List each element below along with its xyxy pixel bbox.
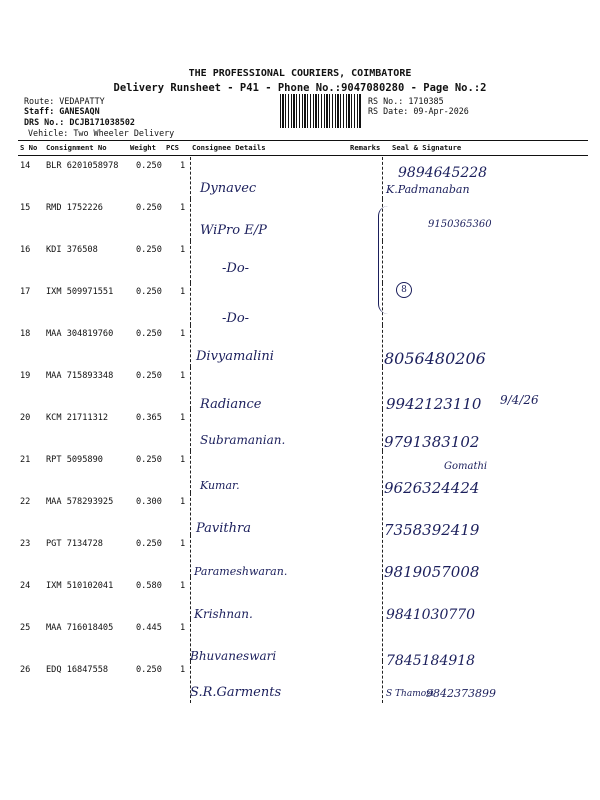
- row-consignee-handwritten: Bhuvaneswari: [190, 649, 277, 663]
- row-consignee-handwritten: S.R.Garments: [190, 685, 282, 700]
- row-consignment-no: IXM 510102041: [46, 581, 114, 591]
- row-pcs: 1: [180, 287, 186, 297]
- row-consignment-no: RMD 1752226: [46, 203, 103, 213]
- col-weight: Weight: [130, 143, 156, 152]
- row-weight: 0.250: [136, 161, 162, 171]
- column-separator: [190, 535, 191, 577]
- barcode-image: [280, 94, 362, 128]
- row-consignment-no: MAA 578293925: [46, 497, 114, 507]
- table-row: [0, 367, 600, 413]
- table-row: [0, 409, 600, 451]
- column-separator: [382, 451, 383, 493]
- table-row: [0, 283, 600, 325]
- table-row: [0, 157, 600, 199]
- column-separator: [190, 367, 191, 409]
- company-title: THE PROFESSIONAL COURIERS, COIMBATORE: [188, 68, 412, 79]
- row-pcs: 1: [180, 203, 186, 213]
- column-separator: [190, 409, 191, 451]
- row-consignee-handwritten: Divyamalini: [196, 349, 274, 364]
- column-separator: [190, 157, 191, 199]
- circled-number-mark: 8: [396, 282, 412, 298]
- row-signature-phone: 9819057008: [384, 563, 480, 581]
- column-separator: [382, 157, 383, 199]
- row-weight: 0.365: [136, 413, 162, 423]
- row-consignment-no: BLR 6201058978: [46, 161, 119, 171]
- row-pcs: 1: [180, 413, 186, 423]
- top-divider: [18, 140, 588, 141]
- column-separator: [190, 325, 191, 367]
- row-consignee-handwritten: WiPro E/P: [200, 223, 267, 238]
- row-pcs: 1: [180, 497, 186, 507]
- row-weight: 0.250: [136, 245, 162, 255]
- column-separator: [382, 493, 383, 535]
- header-divider: [18, 155, 588, 156]
- row-weight: 0.300: [136, 497, 162, 507]
- row-consignee-handwritten: Kumar.: [200, 479, 240, 492]
- column-separator: [382, 661, 383, 703]
- row-consignment-no: MAA 715893348: [46, 371, 114, 381]
- row-sno: 14: [20, 161, 31, 171]
- staff-text: Staff: GANESAQN: [24, 106, 100, 117]
- column-separator: [382, 325, 383, 367]
- column-header-row: [0, 143, 600, 155]
- row-signature-name: Gomathi: [444, 461, 488, 472]
- row-sno: 23: [20, 539, 31, 549]
- column-separator: [190, 199, 191, 241]
- table-row: [0, 535, 600, 581]
- row-sno: 25: [20, 623, 31, 633]
- runsheet-subtitle: Delivery Runsheet - P41 - Phone No.:9047080280 - Page No.:2: [113, 82, 487, 94]
- route-info: [24, 96, 135, 127]
- column-separator: [382, 535, 383, 577]
- row-signature-name: S Thamozi: [386, 689, 434, 699]
- col-remarks: Remarks: [350, 143, 381, 152]
- row-pcs: 1: [180, 581, 186, 591]
- row-sno: 18: [20, 329, 31, 339]
- row-signature-name: K.Padmanaban: [386, 183, 470, 196]
- row-consignee-handwritten: Subramanian.: [200, 433, 286, 447]
- row-sno: 19: [20, 371, 31, 381]
- row-consignee-handwritten: -Do-: [222, 261, 250, 276]
- row-sno: 21: [20, 455, 31, 465]
- row-consignee-handwritten: -Do-: [222, 311, 250, 326]
- vehicle-text: Vehicle: Two Wheeler Delivery: [28, 128, 175, 138]
- rs-date: RS Date: 09-Apr-2026: [368, 106, 469, 117]
- row-consignment-no: IXM 509971551: [46, 287, 114, 297]
- row-consignment-no: KDI 376508: [46, 245, 98, 255]
- row-sno: 24: [20, 581, 31, 591]
- drs-text: DRS No.: DCJB171038502: [24, 116, 135, 127]
- row-weight: 0.250: [136, 203, 162, 213]
- row-consignment-no: MAA 304819760: [46, 329, 114, 339]
- row-consignee-handwritten: Dynavec: [200, 181, 257, 196]
- table-row: [0, 619, 600, 669]
- row-consignee-handwritten: Radiance: [200, 397, 262, 412]
- row-pcs: 1: [180, 371, 186, 381]
- column-separator: [190, 451, 191, 493]
- row-consignment-no: MAA 716018405: [46, 623, 114, 633]
- row-consignment-no: EDQ 16847558: [46, 665, 109, 675]
- row-weight: 0.580: [136, 581, 162, 591]
- col-sno: S No: [20, 143, 38, 152]
- row-sno: 17: [20, 287, 31, 297]
- row-sno: 26: [20, 665, 31, 675]
- row-signature-phone: 9791383102: [384, 433, 480, 451]
- column-separator: [190, 241, 191, 283]
- col-consignment: Consignment No: [46, 143, 107, 152]
- row-sno: 22: [20, 497, 31, 507]
- table-row: [0, 451, 600, 497]
- row-pcs: 1: [180, 329, 186, 339]
- route-text: Route: VEDAPATTY: [24, 96, 105, 106]
- col-seal: Seal & Signature: [392, 143, 462, 152]
- column-separator: [190, 493, 191, 535]
- row-consignment-no: KCM 21711312: [46, 413, 109, 423]
- column-separator: [382, 409, 383, 451]
- row-consignee-handwritten: Krishnan.: [194, 607, 253, 621]
- table-row: [0, 241, 600, 283]
- row-pcs: 1: [180, 665, 186, 675]
- row-weight: 0.250: [136, 455, 162, 465]
- rs-number: RS No.: 1710385: [368, 96, 444, 106]
- row-signature-phone: 7845184918: [386, 653, 476, 669]
- row-signature-phone: 9842373899: [426, 687, 496, 700]
- row-pcs: 1: [180, 455, 186, 465]
- row-pcs: 1: [180, 623, 186, 633]
- row-weight: 0.250: [136, 287, 162, 297]
- row-signature-phone: 9894645228: [398, 165, 488, 181]
- col-pcs: PCS: [166, 143, 179, 152]
- row-signature-phone: 9150365360: [428, 219, 492, 230]
- row-signature-phone: 9841030770: [386, 607, 476, 623]
- column-separator: [382, 577, 383, 619]
- row-signature-name: 9/4/26: [500, 393, 539, 407]
- column-separator: [382, 619, 383, 661]
- column-separator: [190, 577, 191, 619]
- row-weight: 0.250: [136, 539, 162, 549]
- row-pcs: 1: [180, 161, 186, 171]
- row-weight: 0.250: [136, 665, 162, 675]
- row-consignee-handwritten: Pavithra: [196, 521, 251, 536]
- row-consignment-no: RPT 5095890: [46, 455, 103, 465]
- row-weight: 0.250: [136, 371, 162, 381]
- row-signature-phone: 8056480206: [384, 349, 486, 368]
- row-signature-phone: 9942123110: [386, 395, 482, 413]
- table-row: [0, 661, 600, 703]
- row-weight: 0.250: [136, 329, 162, 339]
- col-consignee: Consignee Details: [192, 143, 266, 152]
- table-row: [0, 493, 600, 539]
- row-sno: 20: [20, 413, 31, 423]
- row-consignment-no: PGT 7134728: [46, 539, 103, 549]
- table-row: [0, 577, 600, 623]
- row-signature-phone: 9626324424: [384, 479, 480, 497]
- table-row: [0, 199, 600, 241]
- row-pcs: 1: [180, 245, 186, 255]
- row-consignee-handwritten: Parameshwaran.: [194, 565, 288, 578]
- row-signature-phone: 7358392419: [384, 521, 480, 539]
- column-separator: [190, 283, 191, 325]
- rs-info: [368, 96, 469, 117]
- column-separator: [382, 367, 383, 409]
- table-row: [0, 325, 600, 367]
- grouping-brace-mark: [378, 206, 397, 314]
- row-weight: 0.445: [136, 623, 162, 633]
- row-sno: 16: [20, 245, 31, 255]
- row-pcs: 1: [180, 539, 186, 549]
- row-sno: 15: [20, 203, 31, 213]
